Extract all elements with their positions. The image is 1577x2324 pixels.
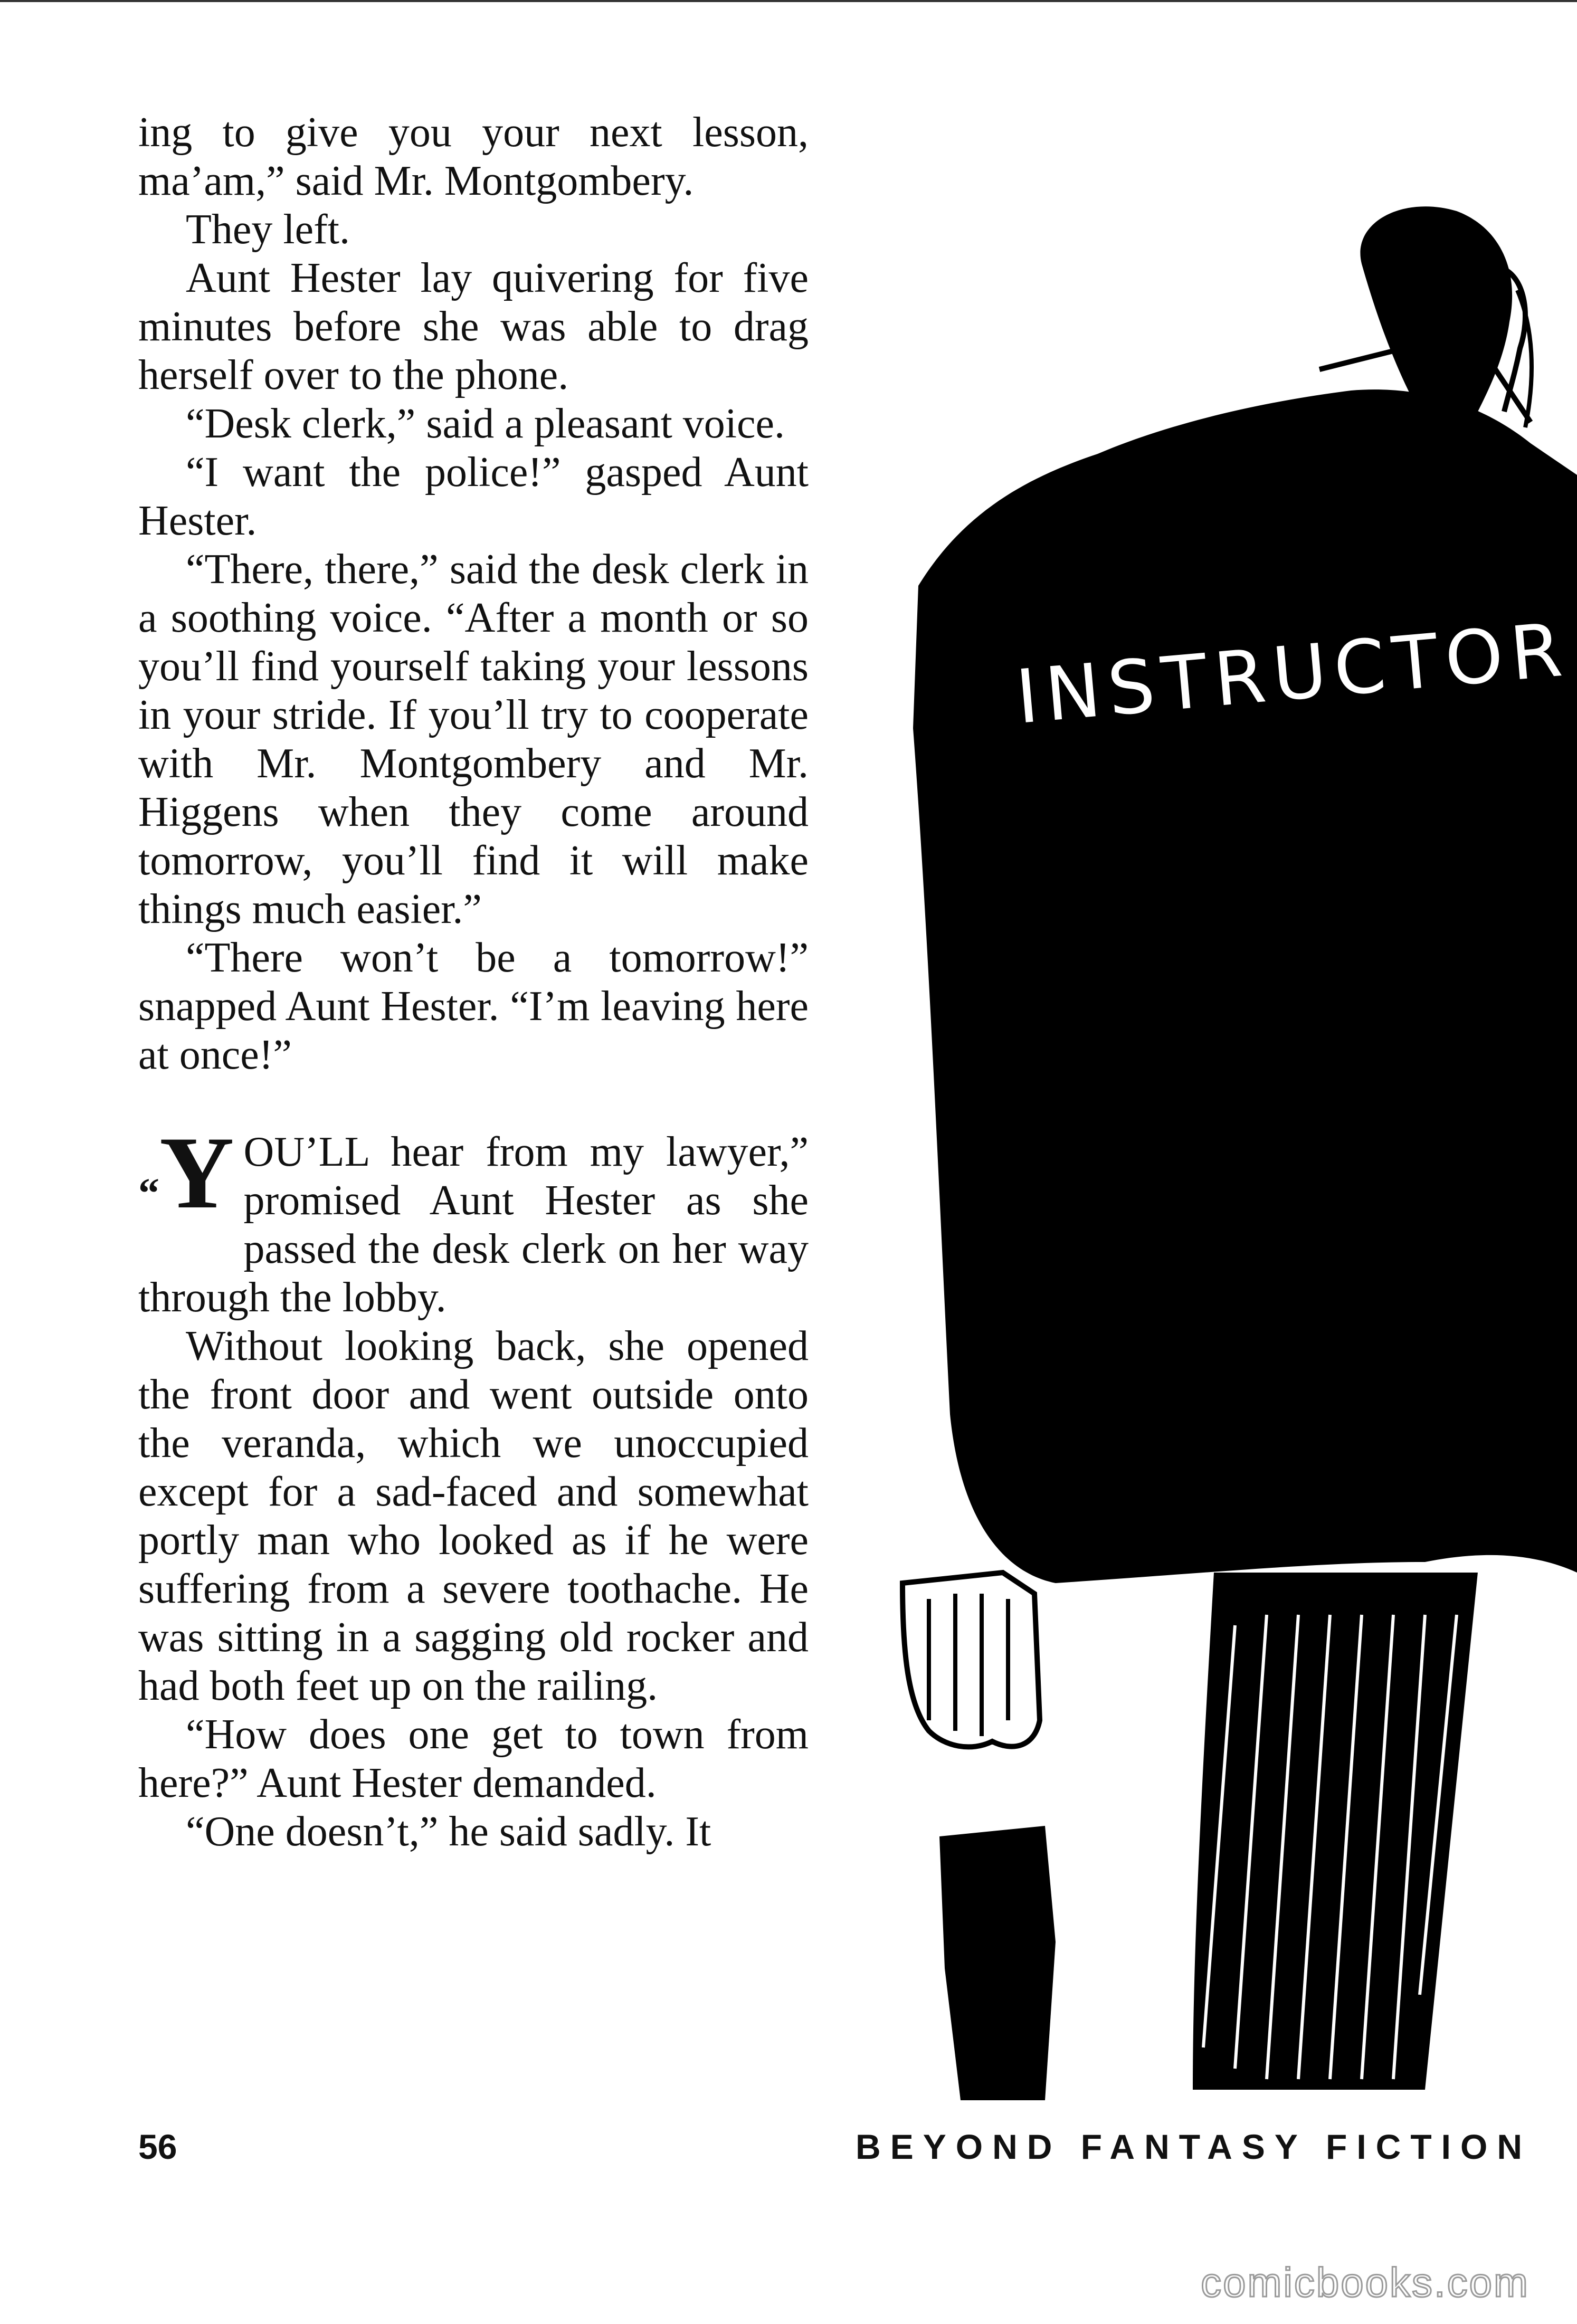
watermark: comicbooks.com: [1201, 2259, 1530, 2306]
paragraph-1: ing to give you your next lesson, ma’am,” said Mr. Montgombery.: [138, 109, 809, 204]
hand-shape: [902, 1573, 1040, 1747]
paragraph-9: “How does one get to town from here?” Aunt Hester demanded.: [138, 1711, 809, 1806]
opening-quote-mark: “: [138, 1170, 159, 1217]
section-opening-text: OU’LL hear from my lawyer,” promised Aunt Hester as she passed the desk clerk on her way through the lobby.: [138, 1129, 809, 1321]
paragraph-5: “I want the police!” gasped Aunt Hester.: [138, 449, 809, 544]
hat-shape: [939, 1826, 1056, 2100]
page-footer: [138, 2127, 1532, 2174]
section-opening-paragraph: [138, 1116, 809, 1322]
paragraph-10: “One doesn’t,” he said sadly. It: [186, 1808, 711, 1855]
paragraph-6: “There, there,” said the desk clerk in a soothing voice. “After a month or so you’ll find yourself taking your lessons in your stride. If you’ll try to cooperate with Mr. Montgombery and Mr. Higgens when they come around tomorrow, you’ll find it will make things much easier.”: [138, 546, 809, 932]
drop-cap-letter: Y: [159, 1116, 234, 1230]
paragraph-7: “There won’t be a tomorrow!” snapped Aunt Hester. “I’m leaving here at once!”: [138, 935, 809, 1078]
paragraph-4: “Desk clerk,” said a pleasant voice.: [186, 401, 785, 447]
jacket-lettering: INSTRUCTOR: [1012, 606, 1573, 741]
page-number: 56: [138, 2127, 177, 2166]
magazine-title: BEYOND FANTASY FICTION: [856, 2127, 1532, 2166]
instructor-illustration: [897, 201, 1577, 2100]
jacket-shape: [913, 389, 1577, 1583]
top-rule: [0, 0, 1577, 2]
paragraph-3: Aunt Hester lay quivering for five minutes before she was able to drag herself over to the phone.: [138, 255, 809, 398]
story-text-column: [138, 108, 809, 1856]
drop-cap: [138, 1116, 234, 1236]
paragraph-2: They left.: [186, 206, 350, 253]
section-break: [138, 1079, 809, 1128]
paragraph-8: Without looking back, she opened the front door and went outside onto the veranda, which we unoccupied except for a sad-faced and somewhat portly man who looked as if he were suffering from a severe toothache. He was sitting in a sagging old rocker and had both feet up on the railing.: [138, 1323, 809, 1709]
